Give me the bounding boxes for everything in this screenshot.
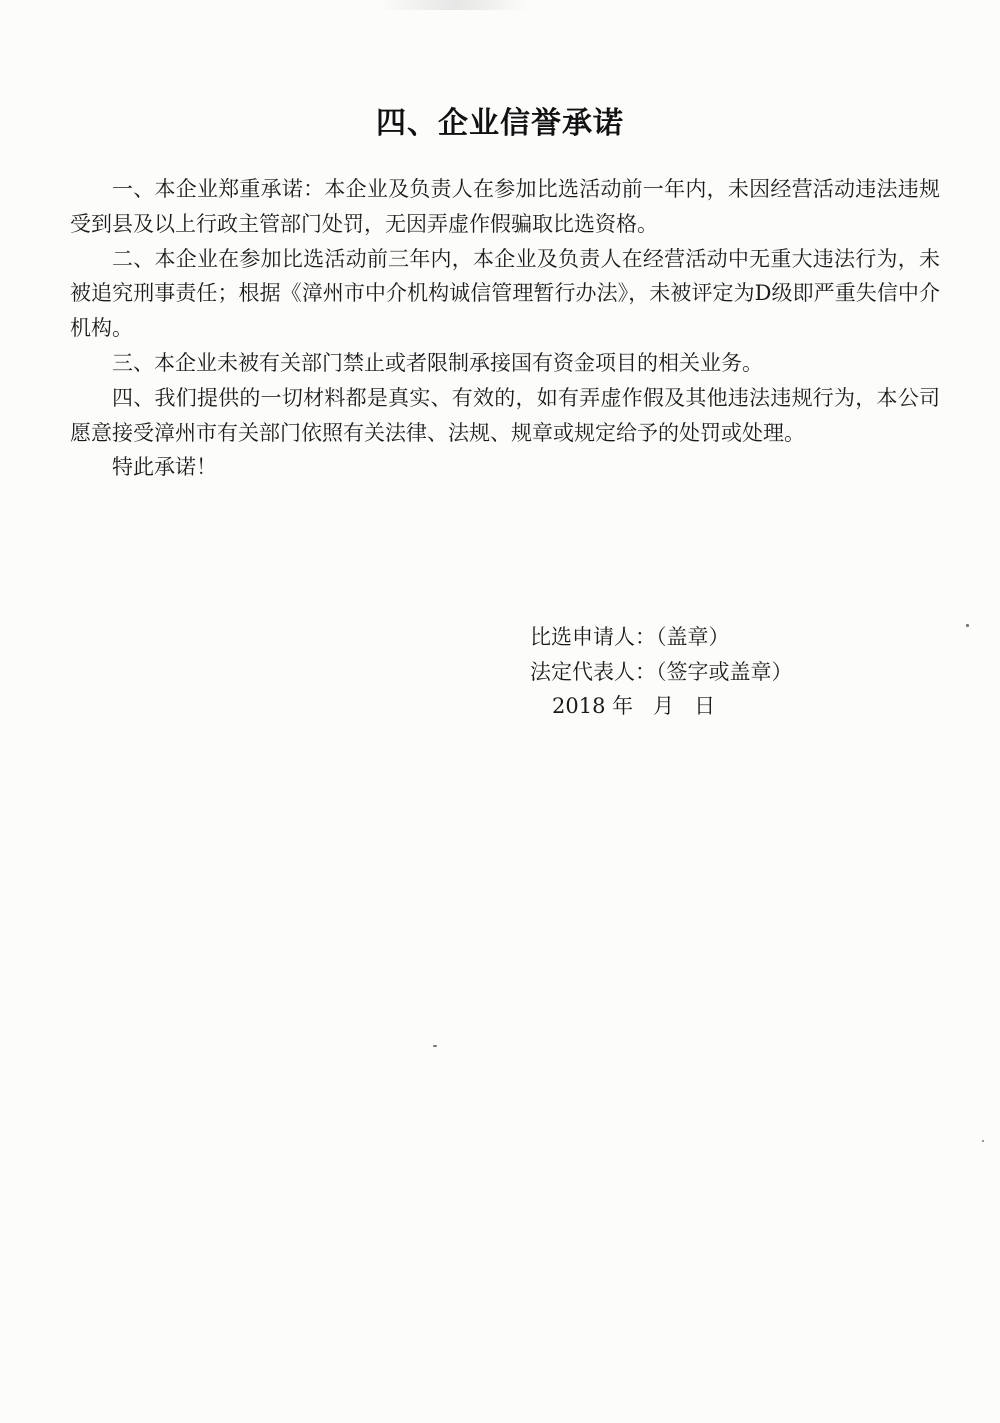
signature-block [530, 620, 950, 724]
commitment-paragraph-3: 三、本企业未被有关部门禁止或者限制承接国有资金项目的相关业务。 [112, 350, 763, 375]
closing-statement: 特此承诺！ [112, 455, 217, 480]
scan-speck [982, 1140, 984, 1142]
scan-artifact [380, 0, 530, 10]
date-line: 2018 年 月 日 [552, 694, 716, 718]
legal-representative-line: 法定代表人：（签字或盖章） [530, 659, 793, 684]
document-title: 四、企业信誉承诺 [376, 106, 624, 141]
scan-speck [433, 1045, 437, 1047]
commitment-paragraph-1: 一、本企业郑重承诺：本企业及负责人在参加比选活动前一年内，未因经营活动违法违规受到县及以上行政主管部门处罚，无因弄虚作假骗取比选资格。 [70, 177, 940, 236]
commitment-paragraph-2: 二、本企业在参加比选活动前三年内，本企业及负责人在经营活动中无重大违法行为，未被追究刑事责任；根据《漳州市中介机构诚信管理暂行办法》，未被评定为D级即严重失信中介机构。 [70, 246, 940, 341]
document-body [70, 172, 940, 485]
scan-speck [966, 624, 969, 627]
applicant-seal-line: 比选申请人：（盖章） [530, 625, 730, 649]
commitment-paragraph-4: 四、我们提供的一切材料都是真实、有效的，如有弄虚作假及其他违法违规行为，本公司愿意接受漳州市有关部门依照有关法律、法规、规章或规定给予的处罚或处理。 [70, 385, 940, 445]
